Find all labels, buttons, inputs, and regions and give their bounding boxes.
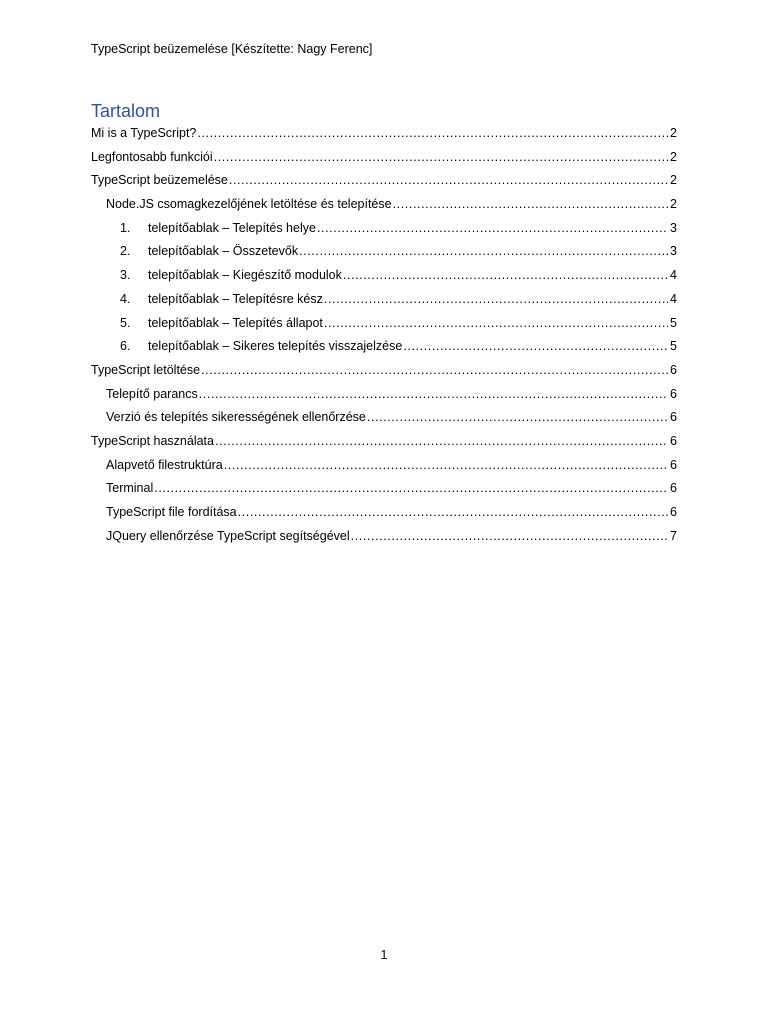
toc-entry-number: 1. <box>120 220 131 235</box>
toc-page-number: 2 <box>670 126 677 140</box>
toc-dot-leader <box>324 288 668 312</box>
toc-dot-leader <box>317 217 668 241</box>
toc-entry-typescript-letoltese[interactable] <box>91 359 677 383</box>
toc-dot-leader <box>154 477 668 501</box>
toc-dot-leader <box>403 335 668 359</box>
toc-entry-telepitoablak-5[interactable] <box>91 312 677 336</box>
toc-entry-typescript-file-forditasa[interactable] <box>91 501 677 525</box>
toc-entry-text: TypeScript beüzemelése <box>91 173 228 188</box>
toc-page-number: 6 <box>670 505 677 519</box>
toc-dot-leader <box>351 525 668 549</box>
toc-page-number: 6 <box>670 481 677 496</box>
toc-entry-text: TypeScript file fordítása <box>106 505 237 519</box>
toc-page-number: 4 <box>670 291 677 306</box>
table-of-contents <box>91 122 677 548</box>
toc-entry-text: Terminal <box>106 481 154 496</box>
toc-entry-text: Node.JS csomagkezelőjének letöltése és telepítése <box>106 197 392 212</box>
toc-page-number: 6 <box>670 433 677 448</box>
toc-entry-text: TypeScript letöltése <box>91 362 201 377</box>
toc-entry-text: TypeScript használata <box>91 433 214 448</box>
toc-page-number: 5 <box>670 339 677 354</box>
toc-entry-text: Mi is a TypeScript? <box>91 126 197 140</box>
toc-dot-leader <box>238 501 668 525</box>
toc-page-number: 6 <box>670 386 677 401</box>
toc-entry-mi-is-a-typescript[interactable] <box>91 122 677 146</box>
toc-entry-telepitoablak-4[interactable] <box>91 288 677 312</box>
toc-page-number: 3 <box>670 220 677 235</box>
toc-entry-telepito-parancs[interactable] <box>91 383 677 407</box>
page-footer-number: 1 <box>380 948 388 962</box>
page-header: TypeScript beüzemelése [Készítette: Nagy Ferenc] <box>91 42 373 56</box>
toc-dot-leader <box>201 359 668 383</box>
toc-entry-number: 6. <box>120 339 131 354</box>
toc-page-number: 2 <box>670 197 677 212</box>
toc-entry-telepitoablak-3[interactable] <box>91 264 677 288</box>
toc-dot-leader <box>199 383 668 407</box>
toc-entry-number: 4. <box>120 291 131 306</box>
toc-entry-text: telepítőablak – Sikeres telepítés visszajelzése <box>148 339 403 354</box>
toc-entry-text: telepítőablak – Összetevők <box>148 244 299 259</box>
toc-entry-alapveto-filestruktura[interactable] <box>91 454 677 478</box>
toc-dot-leader <box>299 240 668 264</box>
toc-entry-telepitoablak-1[interactable] <box>91 217 677 241</box>
toc-dot-leader <box>324 312 668 336</box>
toc-entry-text: Alapvető filestruktúra <box>106 457 223 472</box>
toc-entry-text: Legfontosabb funkciói <box>91 149 213 164</box>
toc-entry-text: telepítőablak – Telepítés állapot <box>148 315 323 330</box>
toc-title: Tartalom <box>91 101 161 121</box>
toc-page-number: 6 <box>670 410 677 425</box>
toc-entry-verzio-ellenorzese[interactable] <box>91 406 677 430</box>
toc-entry-nodejs-csomagkezelo[interactable] <box>91 193 677 217</box>
toc-page-number: 3 <box>670 244 677 259</box>
toc-dot-leader <box>229 169 668 193</box>
toc-entry-telepitoablak-6[interactable] <box>91 335 677 359</box>
toc-dot-leader <box>393 193 668 217</box>
toc-entry-text: telepítőablak – Kiegészítő modulok <box>148 268 342 283</box>
toc-entry-text: Verzió és telepítés sikerességének ellenőrzése <box>106 410 366 425</box>
toc-page-number: 7 <box>670 528 677 543</box>
toc-dot-leader <box>367 406 668 430</box>
toc-entry-number: 3. <box>120 268 131 283</box>
toc-page-number: 4 <box>670 268 677 283</box>
toc-entry-text: JQuery ellenőrzése TypeScript segítségével <box>106 528 350 543</box>
toc-entry-typescript-beuzemelese[interactable] <box>91 169 677 193</box>
toc-entry-jquery-ellenorzese[interactable] <box>91 525 677 549</box>
toc-page-number: 6 <box>670 362 677 377</box>
toc-dot-leader <box>215 430 668 454</box>
toc-dot-leader <box>214 146 668 170</box>
toc-page-number: 5 <box>670 315 677 330</box>
toc-entry-terminal[interactable] <box>91 477 677 501</box>
toc-entry-text: telepítőablak – Telepítésre kész <box>148 291 323 306</box>
toc-dot-leader <box>343 264 668 288</box>
toc-entry-number: 2. <box>120 244 131 259</box>
toc-page-number: 2 <box>670 173 677 188</box>
toc-dot-leader <box>197 122 668 146</box>
toc-entry-typescript-hasznalata[interactable] <box>91 430 677 454</box>
toc-dot-leader <box>224 454 668 478</box>
toc-page-number: 6 <box>670 457 677 472</box>
toc-entry-number: 5. <box>120 315 131 330</box>
toc-entry-legfontosabb-funkcioi[interactable] <box>91 146 677 170</box>
toc-page-number: 2 <box>670 149 677 164</box>
toc-entry-telepitoablak-2[interactable] <box>91 240 677 264</box>
toc-entry-text: Telepítő parancs <box>106 386 198 401</box>
toc-entry-text: telepítőablak – Telepítés helye <box>148 220 316 235</box>
